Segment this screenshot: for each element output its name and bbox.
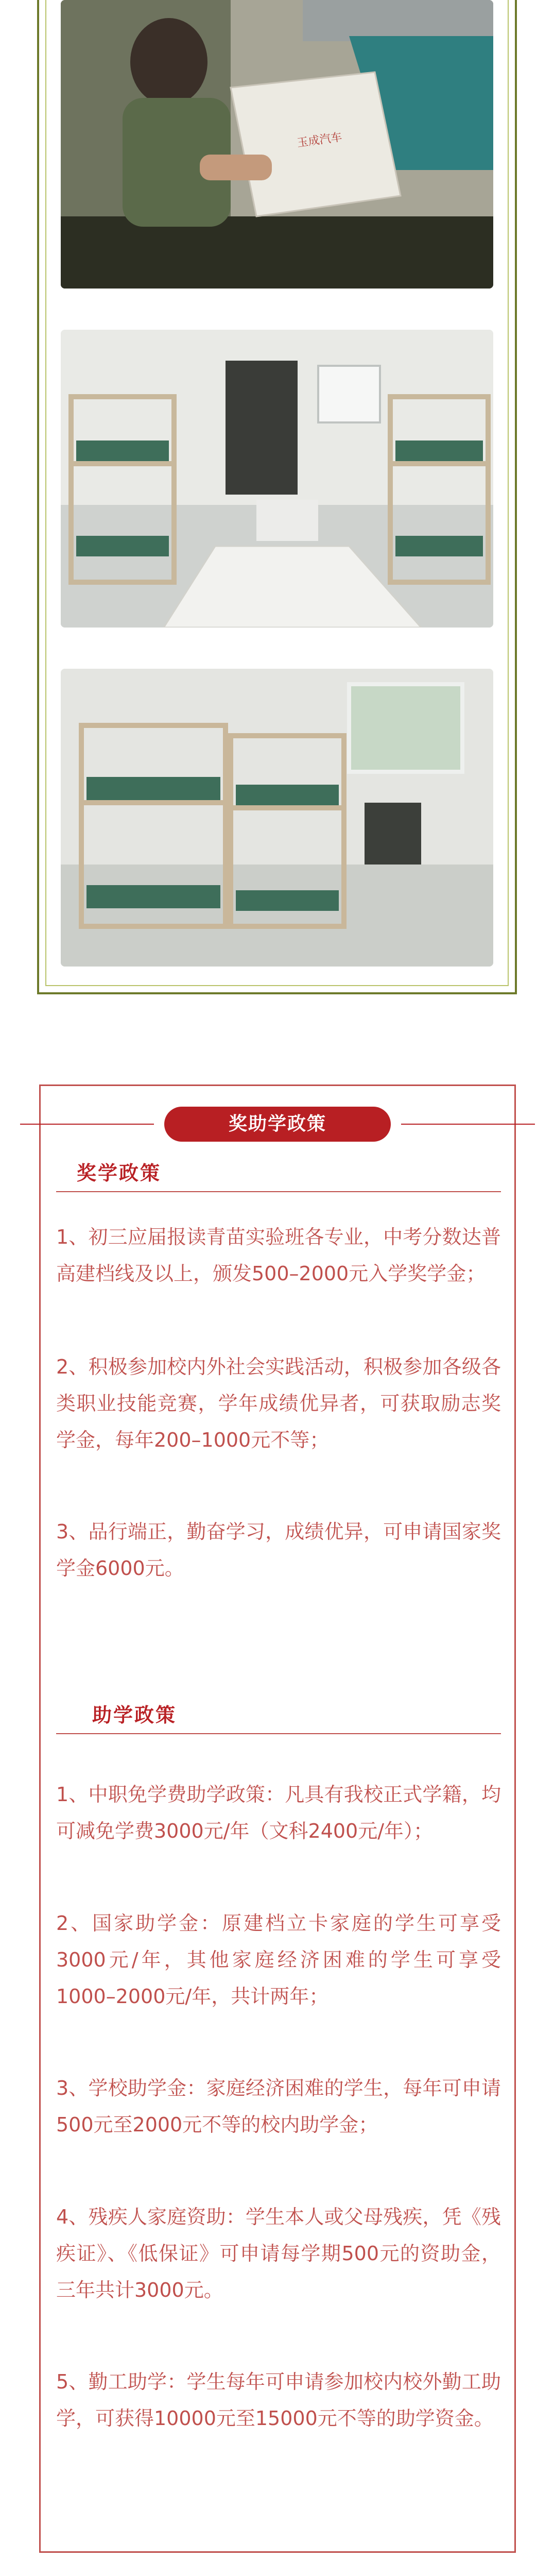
aid-subtitle-line xyxy=(56,1733,501,1734)
scholarship-subtitle-line xyxy=(56,1191,501,1192)
aid-item-4: 4、残疾人家庭资助：学生本人或父母残疾，凭《残疾证》、《低保证》可申请每学期500元的资助金，三年共计3000元。 xyxy=(56,2206,501,2301)
policy-header-title: 奖助学政策 xyxy=(228,1113,326,1134)
scholarship-item-3: 3、品行端正，勤奋学习，成绩优异，可申请国家奖学金6000元。 xyxy=(56,1520,501,1580)
scholarship-subtitle: 奖学政策 xyxy=(77,1162,162,1184)
header-deco-line-left xyxy=(20,1124,154,1125)
photo-dormitory-1-image xyxy=(61,330,493,628)
scholarship-policy-section xyxy=(39,1084,516,2553)
photo-dormitory-2 xyxy=(61,669,493,967)
aid-item-2: 2、国家助学金：原建档立卡家庭的学生可享受3000元/年，其他家庭经济困难的学生可享受1000–2000元/年，共计两年； xyxy=(56,1912,501,2008)
photo-dormitory-1 xyxy=(61,330,493,628)
photo-student-pillow-image xyxy=(61,0,493,289)
aid-item-1: 1、中职免学费助学政策：凡具有我校正式学籍，均可减免学费3000元/年（文科2400元/年）； xyxy=(56,1783,501,1842)
aid-subtitle: 助学政策 xyxy=(92,1704,177,1726)
aid-item-3: 3、学校助学金：家庭经济困难的学生，每年可申请500元至2000元不等的校内助学金； xyxy=(56,2077,501,2136)
aid-item-5: 5、勤工助学：学生每年可申请参加校内校外勤工助学，可获得10000元至15000元不等的助学资金。 xyxy=(56,2370,501,2430)
policy-header xyxy=(164,1107,391,1142)
scholarship-item-1: 1、初三应届报读青苗实验班各专业，中考分数达普高建档线及以上，颁发500–2000元入学奖学金； xyxy=(56,1226,501,1285)
pillow-print: 玉成汽车 xyxy=(296,130,343,150)
photo-dormitory-2-image xyxy=(61,669,493,967)
scholarship-item-2: 2、积极参加校内外社会实践活动，积极参加各级各类职业技能竞赛，学年成绩优异者，可获取励志奖学金，每年200–1000元不等； xyxy=(56,1355,501,1451)
header-deco-line-right xyxy=(401,1124,535,1125)
photo-student-pillow xyxy=(61,0,493,289)
photo-gallery-frame xyxy=(37,0,517,994)
